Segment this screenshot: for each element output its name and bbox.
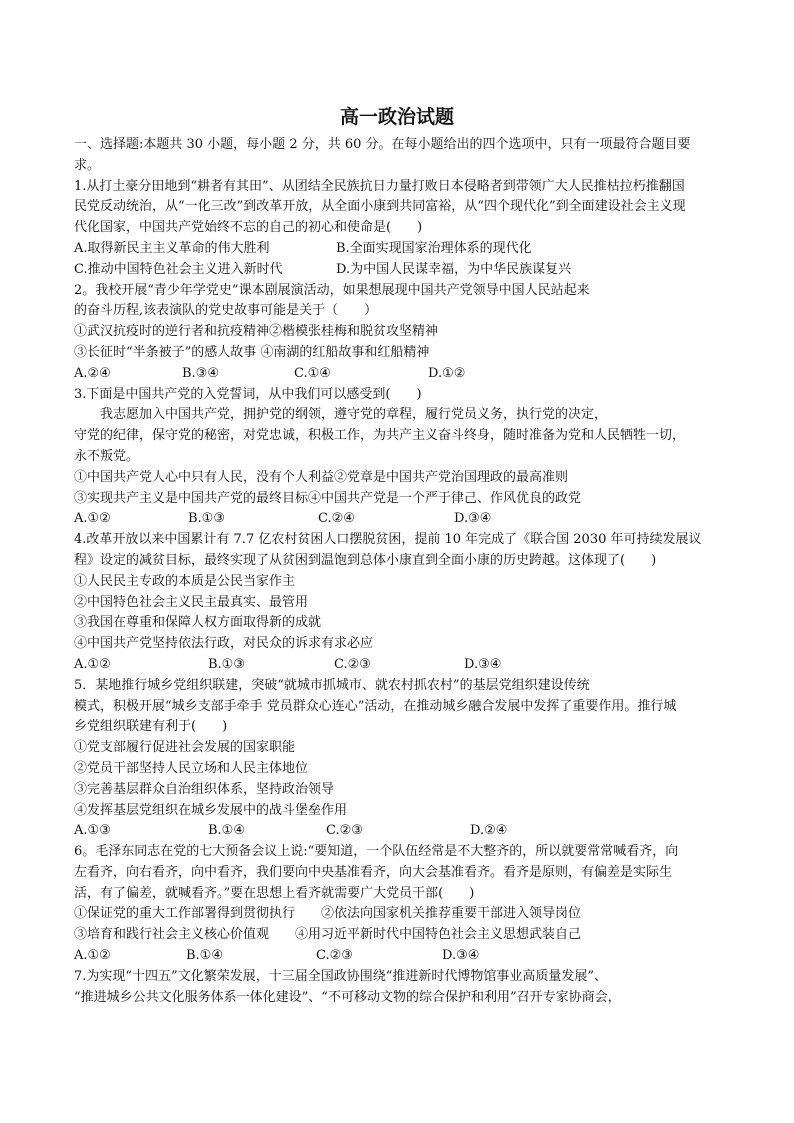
option-row xyxy=(74,655,726,676)
option-a[interactable]: A.①② xyxy=(74,656,111,672)
option-a[interactable]: A.①② xyxy=(74,948,111,964)
question-stem-line: 程》设定的减贫目标，最终实现了从贫困到温饱到总体小康直到全面小康的历史跨越。这体现了( ) xyxy=(74,552,657,568)
statement-item: ③完善基层群众自治组织体系，坚持政治领导 xyxy=(74,781,335,797)
question-1 xyxy=(74,177,726,281)
statement-item: ②党员干部坚持人民立场和人民主体地位 xyxy=(74,760,309,776)
question-stem-line: “推进城乡公共文化服务体系一体化建设”、“不可移动文物的综合保护和利用”召开专家协商会， xyxy=(74,989,621,1005)
statement-item: ①人民民主专政的本质是公民当家作主 xyxy=(74,573,296,589)
statement-item: ①保证党的重大工作部署得到贯彻执行 ②依法向国家机关推荐重要干部进入领导岗位 xyxy=(74,906,582,922)
option-d[interactable]: D.③④ xyxy=(464,656,502,672)
oath-text-line: 守党的纪律，保守党的秘密，对党忠诚，积极工作，为共产主义奋斗终身，随时准备为党和人民牺牲一切， xyxy=(74,428,686,444)
option-b[interactable]: B.①④ xyxy=(186,948,223,964)
question-stem-line: 模式，积极开展“城乡支部手牵手 党员群众心连心”活动，在推动城乡融合发展中发挥了重要作用。推行城 xyxy=(74,698,677,714)
statement-item: ①党支部履行促进社会发展的国家职能 xyxy=(74,740,296,756)
option-c[interactable]: C.推动中国特色社会主义进入新时代 xyxy=(74,261,283,277)
question-3 xyxy=(74,385,726,531)
exam-body xyxy=(74,135,726,1008)
question-stem-line: 5．某地推行城乡党组织联建，突破“就城市抓城市、就农村抓农村”的基层党组织建设传统 xyxy=(74,677,590,693)
statement-item: ④中国共产党坚持依法行政，对民众的诉求有求必应 xyxy=(74,636,374,652)
question-7 xyxy=(74,967,726,1009)
option-row xyxy=(74,364,726,385)
question-2 xyxy=(74,281,726,385)
statement-item: ③长征时“半条被子”的感人故事 ④南湖的红船故事和红船精神 xyxy=(74,344,430,360)
statement-item: ①武汉抗疫时的逆行者和抗疫精神②楷模张桂梅和脱贫攻坚精神 xyxy=(74,324,439,340)
option-c[interactable]: C.①④ xyxy=(294,365,331,381)
option-d[interactable]: D.为中国人民谋幸福，为中华民族谋复兴 xyxy=(336,261,572,277)
option-b[interactable]: B.①③ xyxy=(188,511,225,527)
option-d[interactable]: D.①② xyxy=(428,365,466,381)
question-stem-line: 1.从打土豪分田地到“耕者有其田”、从团结全民族抗日力量打败日本侵略者到带领广大人民推枯拉朽推翻国 xyxy=(74,178,685,194)
option-row xyxy=(74,239,726,260)
question-stem-line: 4.改革开放以来中国累计有 7.7 亿农村贫困人口摆脱贫困，提前 10 年完成了《联合国 2030 年可持续发展议 xyxy=(74,532,702,548)
option-row xyxy=(74,509,726,530)
option-b[interactable]: B.①④ xyxy=(208,823,245,839)
question-stem-line: 左看齐，向右看齐，向中看齐，我们要向中央基准看齐，向大会基准看齐。看齐是原则，有偏差是实际生 xyxy=(74,864,673,880)
statement-item: ③培育和践行社会主义核心价值观 ④用习近平新时代中国特色社会主义思想武装自己 xyxy=(74,927,582,943)
question-stem-line: 6。毛泽东同志在党的七大预备会议上说:“要知道，一个队伍经常是不大整齐的，所以就要常常喊看齐，向 xyxy=(74,844,679,860)
option-b[interactable]: B.③④ xyxy=(182,365,219,381)
statement-item: ①中国共产党人心中只有人民，没有个人利益②党章是中国共产党治国理政的最高准则 xyxy=(74,469,569,485)
question-4 xyxy=(74,530,726,676)
option-a[interactable]: A.取得新民主主义革命的伟大胜利 xyxy=(74,240,270,256)
option-a[interactable]: A.②④ xyxy=(74,365,111,381)
question-stem-line: 乡党组织联建有利于( ) xyxy=(74,719,228,735)
question-stem-line: 的奋斗历程,该表演队的党史故事可能是关于（ ） xyxy=(74,303,378,319)
oath-text-line: 我志愿加入中国共产党，拥护党的纲领，遵守党的章程，履行党员义务，执行党的决定， xyxy=(100,407,608,423)
statement-item: ②中国特色社会主义民主最真实、最管用 xyxy=(74,594,309,610)
option-row xyxy=(74,821,726,842)
option-a[interactable]: A.①③ xyxy=(74,823,111,839)
option-c[interactable]: C.②③ xyxy=(316,948,353,964)
option-c[interactable]: C.②③ xyxy=(326,823,363,839)
question-stem-line: 代化国家，中国共产党始终不忘的自己的初心和使命是( ) xyxy=(74,220,423,236)
question-stem-line: 活，有了偏差，就喊看齐。”要在思想上看齐就需要广大党员干部( ) xyxy=(74,885,475,901)
option-b[interactable]: B.全面实现国家治理体系的现代化 xyxy=(336,240,532,256)
section-intro-line: 一、选择题:本题共 30 小题，每小题 2 分，共 60 分。在每小题给出的四个选项中，只有一项最符合题目要 xyxy=(74,137,691,152)
question-stem-line: 3.下面是中国共产党的入党誓词，从中我们可以感受到( ) xyxy=(74,386,422,402)
question-stem-line: 7.为实现“十四五”文化繁荣发展，十三届全国政协围绕“推进新时代博物馆事业高质量发展”、 xyxy=(74,968,607,984)
option-d[interactable]: D.③④ xyxy=(454,511,492,527)
oath-text-line: 永不叛党。 xyxy=(74,448,140,464)
page-title: 高一政治试题 xyxy=(339,106,454,128)
question-5 xyxy=(74,676,726,842)
option-d[interactable]: D.②④ xyxy=(470,823,508,839)
option-row xyxy=(74,946,726,967)
section-intro-line: 求。 xyxy=(74,157,101,173)
option-row xyxy=(74,260,726,281)
option-c[interactable]: C.②③ xyxy=(334,656,371,672)
statement-item: ③我国在尊重和保障人权方面取得新的成就 xyxy=(74,615,322,631)
option-d[interactable]: D.③④ xyxy=(442,948,480,964)
option-a[interactable]: A.①② xyxy=(74,511,111,527)
question-6 xyxy=(74,842,726,967)
question-stem-line: 2。我校开展“青少年学党史”课本剧展演活动，如果想展现中国共产党领导中国人民站起来 xyxy=(74,282,590,298)
option-b[interactable]: B.①③ xyxy=(208,656,245,672)
question-stem-line: 民党反动统治，从“一化三改”到改革开放，从全面小康到共同富裕，从“四个现代化”到全面建设社会主义现 xyxy=(74,199,686,215)
option-c[interactable]: C.②④ xyxy=(318,511,355,527)
statement-item: ③实现共产主义是中国共产党的最终目标④中国共产党是一个严于律己、作风优良的政党 xyxy=(74,490,582,506)
statement-item: ④发挥基层党组织在城乡发展中的战斗堡垒作用 xyxy=(74,802,348,818)
